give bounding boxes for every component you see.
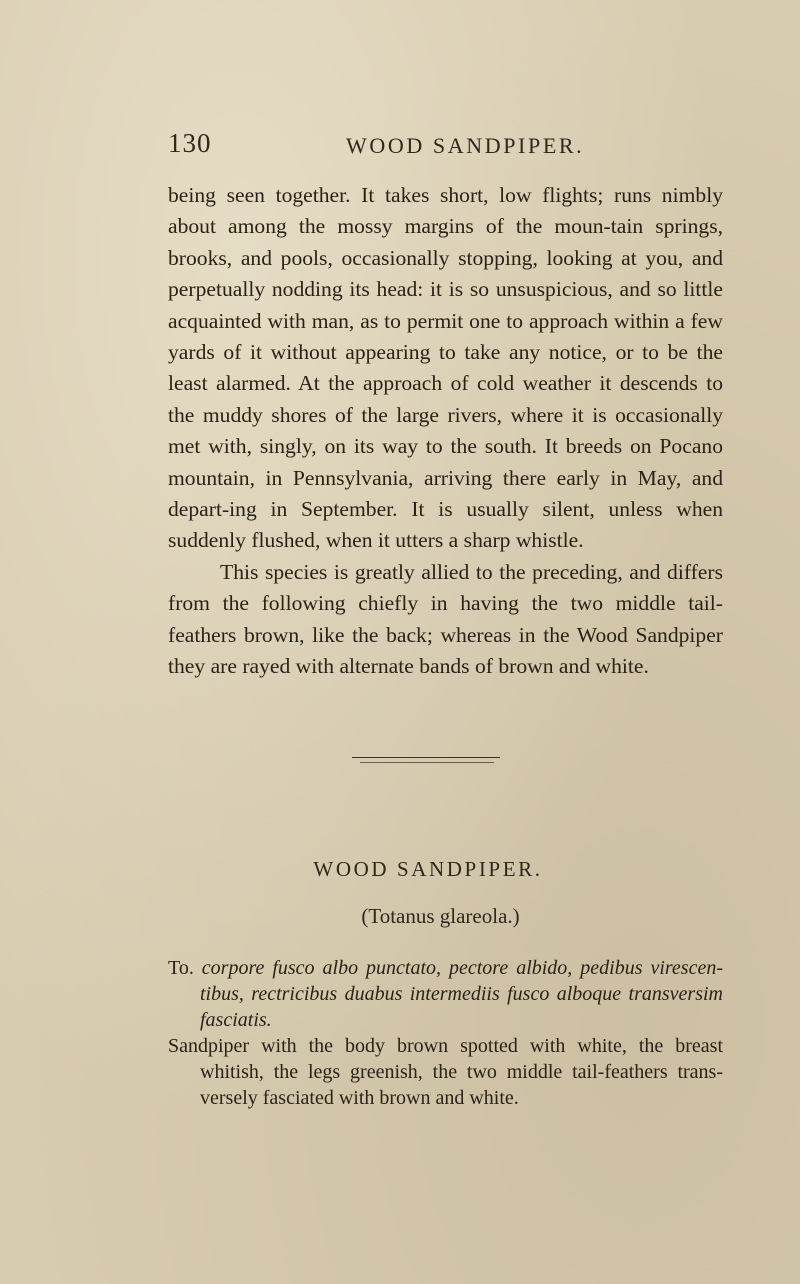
running-head (168, 128, 688, 168)
english-description: Sandpiper with the body brown spotted with white, the breast whitish, the legs greenish, the two middle tail-feathers trans-versely fasciated with brown and white. (168, 1035, 723, 1109)
latin-abbreviation: To. (168, 957, 194, 979)
body-text (168, 180, 723, 683)
latin-name: (Totanus glareola.) (361, 904, 520, 928)
species-description (168, 955, 723, 1111)
paragraph-2: This species is greatly allied to the preceding, and differs from the following chiefly in having the two middle tail-feathers brown, like the back; whereas in the Wood Sandpiper they are rayed with alternate bands of brown and white. (168, 559, 723, 679)
section-divider (352, 757, 500, 758)
section-divider-underline (360, 762, 494, 763)
paragraph-1: being seen together. It takes short, low flights; runs nimbly about among the mossy margins of the moun-tain springs, brooks, and pools, occasionally stopping, looking at you, and perpetually nodding its head: it is so unsuspicious, and so little acquainted with man, as to permit one to approach within a few yards of it without appearing to take any notice, or to be the least alarmed. At the approach of cold weather it descends to the muddy shores of the large rivers, where it is occasionally met with, singly, on its way to the south. It breeds on Pocano mountain, in Pennsylvania, arriving there early in May, and depart-ing in September. It is usually silent, unless when suddenly flushed, when it utters a sharp whistle. (168, 183, 723, 553)
latin-description (168, 955, 723, 1033)
latin-description-text: corpore fusco albo punctato, pectore albido, pedibus virescen-tibus, rectricibus duabus intermediis fusco alboque transversim fasciatis. (200, 957, 723, 1031)
section-title: WOOD SANDPIPER. (313, 857, 543, 881)
page-number: 130 (168, 128, 212, 158)
running-title: WOOD SANDPIPER. (346, 133, 585, 158)
